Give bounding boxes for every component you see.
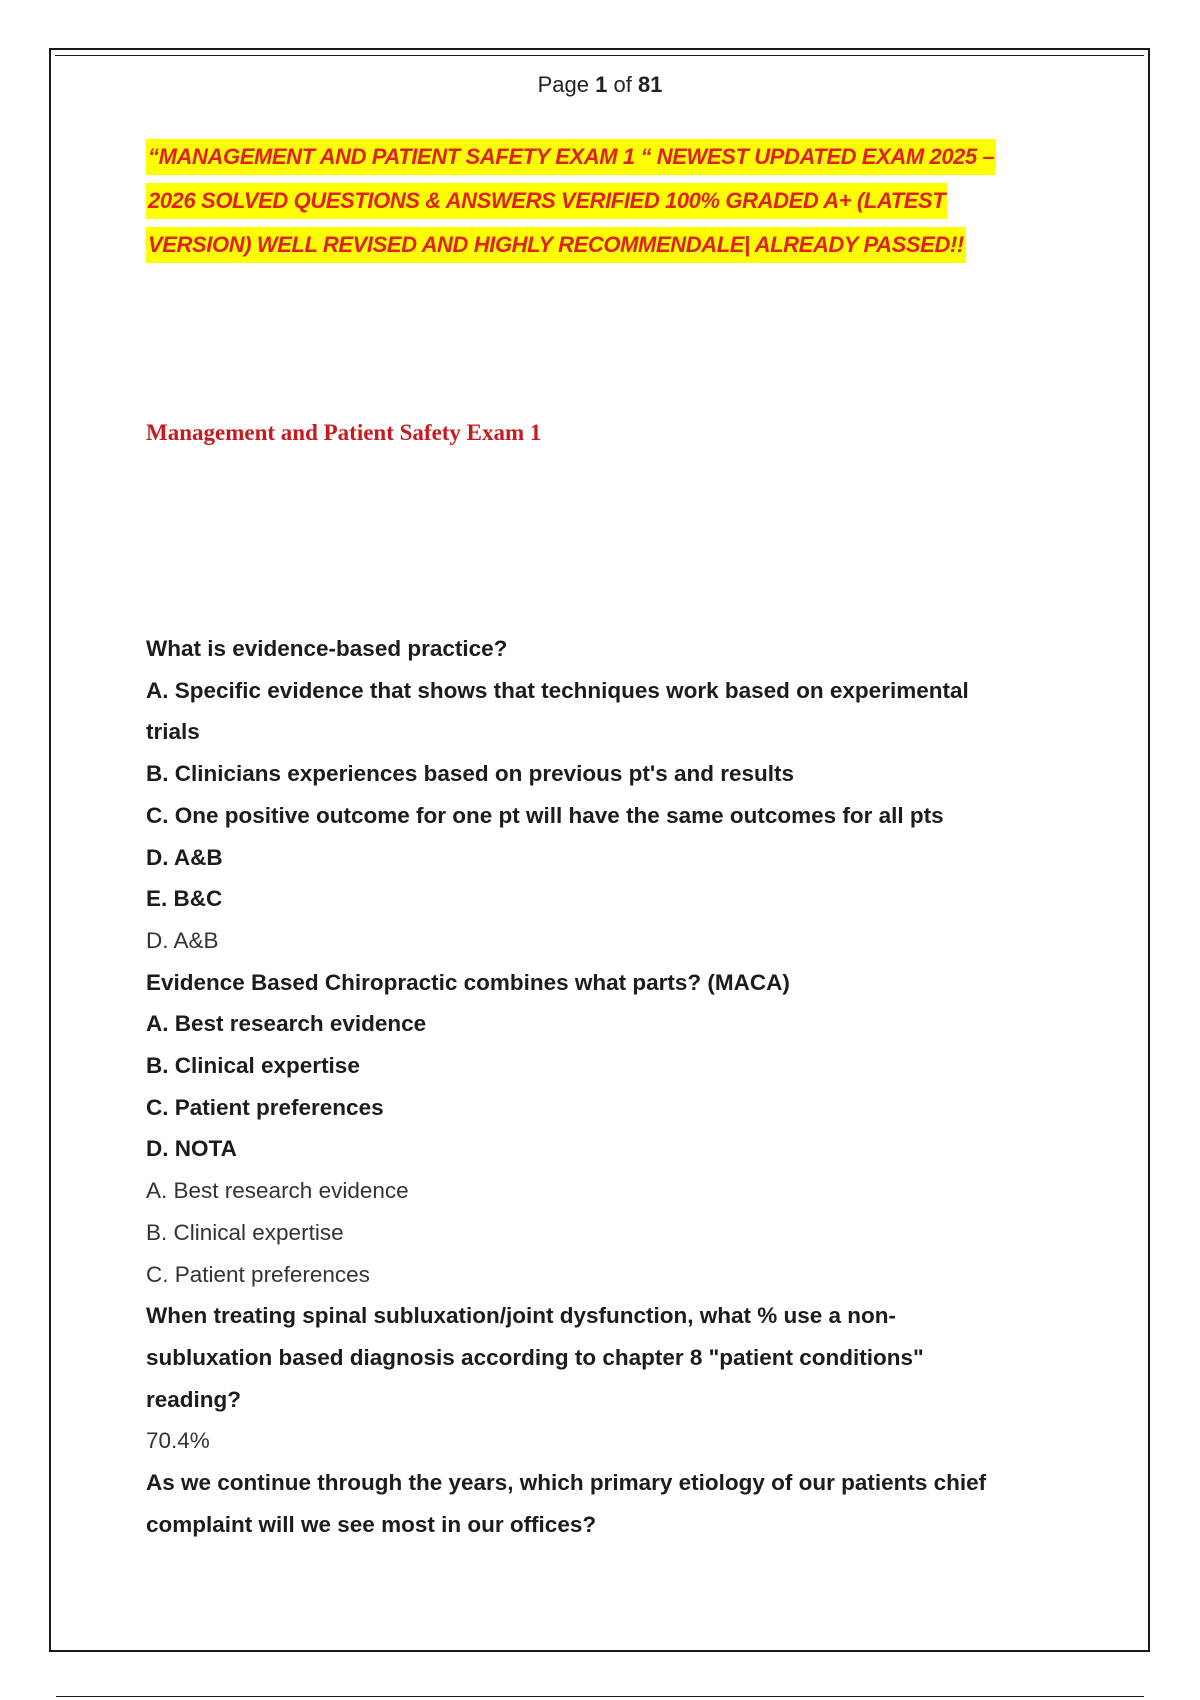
question-text-line: E. B&C (146, 886, 223, 912)
question-text-line: When treating spinal subluxation/joint dysfunction, what % use a non- (146, 1303, 897, 1329)
question-text-line: A. Specific evidence that shows that techniques work based on experimental (146, 677, 969, 703)
top-double-rule (55, 55, 1144, 56)
bottom-rule (56, 1696, 1144, 1697)
question-text-line: C. One positive outcome for one pt will have the same outcomes for all pts (146, 802, 944, 828)
answer-text-line: C. Patient preferences (146, 1261, 370, 1287)
answer-text-line: 70.4% (146, 1428, 210, 1454)
title-line: “MANAGEMENT AND PATIENT SAFETY EXAM 1 “ NEWEST UPDATED EXAM 2025 – (146, 139, 996, 175)
title-line: 2026 SOLVED QUESTIONS & ANSWERS VERIFIED 100% GRADED A+ (LATEST (146, 183, 947, 219)
question-text-line: B. Clinical expertise (146, 1053, 360, 1079)
title-line: VERSION) WELL REVISED AND HIGHLY RECOMMENDALE| ALREADY PASSED!! (146, 227, 966, 263)
document-title (146, 139, 1046, 271)
question-text-line: What is evidence-based practice? (146, 636, 508, 661)
page-label: Page (537, 72, 589, 97)
question-text-line: complaint will we see most in our offices? (146, 1511, 597, 1537)
answer-text-line: B. Clinical expertise (146, 1219, 344, 1245)
section-heading: Management and Patient Safety Exam 1 (146, 420, 542, 445)
question-text-line: B. Clinicians experiences based on previous pt's and results (146, 761, 795, 787)
page-of: of (613, 72, 632, 97)
question-text-line: reading? (146, 1386, 242, 1412)
question-text-line: D. NOTA (146, 1136, 237, 1162)
answer-text-line: A. Best research evidence (146, 1178, 409, 1204)
page-number (0, 72, 1200, 98)
question-text-line: subluxation based diagnosis according to chapter 8 "patient conditions" (146, 1344, 924, 1370)
question-text-line: trials (146, 719, 200, 745)
answer-text-line: D. A&B (146, 927, 219, 953)
question-answer-list (146, 628, 1076, 1545)
question-text-line: Evidence Based Chiropractic combines what parts? (MACA) (146, 969, 790, 995)
page-total: 81 (637, 72, 663, 97)
question-text-line: As we continue through the years, which primary etiology of our patients chief (146, 1470, 987, 1496)
page-current: 1 (595, 72, 608, 97)
question-text-line: D. A&B (146, 844, 223, 870)
question-text-line: C. Patient preferences (146, 1094, 384, 1120)
question-text-line: A. Best research evidence (146, 1011, 427, 1037)
